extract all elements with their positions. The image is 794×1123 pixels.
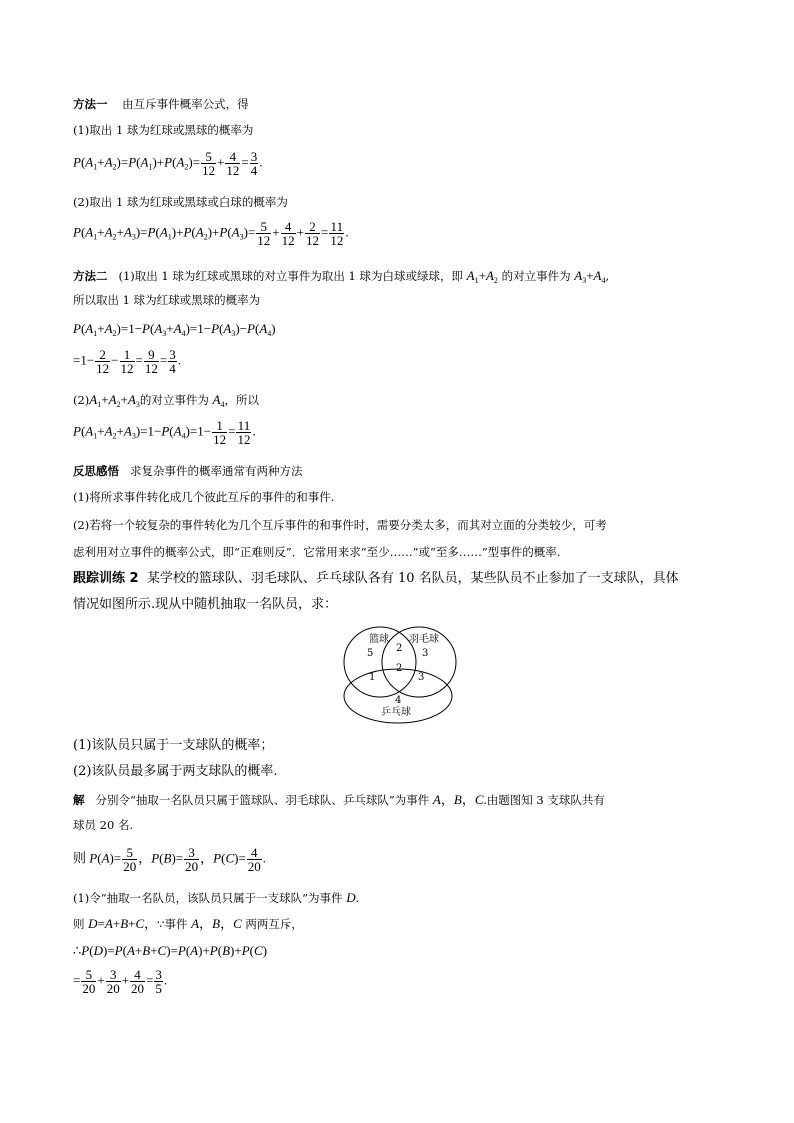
venn-diagram — [340, 624, 460, 726]
method2-line1: 方法二 (1)取出 1 球为红球或黑球的对立事件为取出 1 球为白球或绿球，即 $A_1+A_2$ 的对立事件为 $A_3+A_4$, — [73, 268, 610, 285]
solution-title: 解 — [73, 793, 85, 807]
method2-line2: 所以取出 1 球为红球或黑球的概率为 — [73, 293, 261, 307]
reflection-p2b: 虑利用对立事件的概率公式，即“正难则反”．它常用来求“至少……”或“至多……”型事件的概率. — [73, 545, 561, 559]
exercise-title: 跟踪训练 2 — [73, 571, 139, 586]
only-pingpong-count: 4 — [395, 695, 402, 706]
method2-eq2: =1− $\frac{2}{12}$ − $\frac{1}{12}$ = $\frac{9}{12}$ = $\frac{3}{4}$ . — [73, 347, 181, 376]
exercise-q1: (1)该队员只属于一支球队的概率； — [73, 738, 274, 753]
reflection-heading: 反思感悟 求复杂事件的概率通常有两种方法 — [73, 464, 303, 478]
method1-title: 方法一 — [73, 97, 108, 111]
exercise-line1: 跟踪训练 2 某学校的篮球队、羽毛球队、乒乓球队各有 10 名队员，某些队员不止参加了一支球队，具体 — [73, 571, 679, 586]
solution-probs: 则 P(A)= $\frac{5}{20}$ ，P(B)= $\frac{3}{20}$ ，P(C)= $\frac{4}{20}$ . — [73, 845, 267, 874]
method1-q2: (2)取出 1 球为红球或黑球或白球的概率为 — [73, 195, 288, 209]
reflection-title: 反思感悟 — [73, 464, 119, 478]
method1-heading — [73, 97, 249, 112]
method2-title: 方法二 — [73, 269, 108, 283]
method1-eq1: $P(A_1+A_2)=P(A_1)+P(A_2)=$ $\frac{5}{12}$ + $\frac{4}{12}$ = $\frac{3}{4}$ . — [73, 149, 263, 178]
all-three-count: 2 — [396, 663, 403, 674]
reflection-p1: (1)将所求事件转化成几个彼此互斥的事件的和事件. — [73, 490, 335, 504]
only-badminton-count: 3 — [422, 648, 429, 659]
exercise-q2: (2)该队员最多属于两支球队的概率. — [73, 764, 278, 779]
badminton-label: 羽毛球 — [409, 634, 439, 645]
badminton-pingpong-count: 3 — [418, 672, 425, 683]
basketball-badminton-count: 2 — [396, 643, 403, 654]
solution-d-def: (1)令“抽取一名队员，该队员只属于一支球队”为事件 D. — [73, 890, 359, 905]
solution-line2: 球员 20 名. — [73, 818, 134, 832]
only-basketball-count: 5 — [367, 648, 374, 659]
method2-q2: $(2)A_1+A_2+A_3$的对立事件为 $A_4$，所以 — [73, 392, 259, 409]
solution-d-sum: 则 D=A+B+C，∵事件 A，B，C 两两互斥， — [73, 916, 303, 931]
method2-eq3: $P(A_1+A_2+A_3)=1-P(A_4)=1-$ $\frac{1}{12}$ = $\frac{11}{12}$ . — [73, 418, 256, 447]
basketball-pingpong-count: 1 — [369, 672, 376, 683]
method1-intro: 由互斥事件概率公式，得 — [122, 97, 249, 111]
solution-eq1: ∴P(D)=P(A+B+C)=P(A)+P(B)+P(C) — [73, 943, 268, 958]
pingpong-label: 乒乓球 — [381, 707, 411, 718]
method1-eq2: $P(A_1+A_2+A_3)=P(A_1)+P(A_2)+P(A_3)=$ $\frac{5}{12}$ + $\frac{4}{12}$ + $\frac{2}{12}$ = $\frac{11}{12}$ . — [73, 219, 349, 248]
exercise-line2: 情况如图所示.现从中随机抽取一名队员，求： — [73, 597, 338, 612]
reflection-p2a: (2)若将一个较复杂的事件转化为几个互斥事件的和事件时，需要分类太多，而其对立面的分类较少，可考 — [73, 518, 607, 532]
basketball-label: 篮球 — [369, 634, 389, 645]
method1-q1: (1)取出 1 球为红球或黑球的概率为 — [73, 123, 254, 137]
solution-eq2: = $\frac{5}{20}$ + $\frac{3}{20}$ + $\frac{4}{20}$ = $\frac{3}{5}$ . — [73, 967, 168, 996]
solution-line1: 解 分别令“抽取一名队员只属于篮球队、羽毛球队、乒乓球队”为事件 A，B，C.由题图知 3 支球队共有 — [73, 792, 605, 807]
method2-eq1: $P(A_1+A_2)=1-P(A_3+A_4)=1-P(A_3)-P(A_4)$ — [73, 321, 276, 338]
